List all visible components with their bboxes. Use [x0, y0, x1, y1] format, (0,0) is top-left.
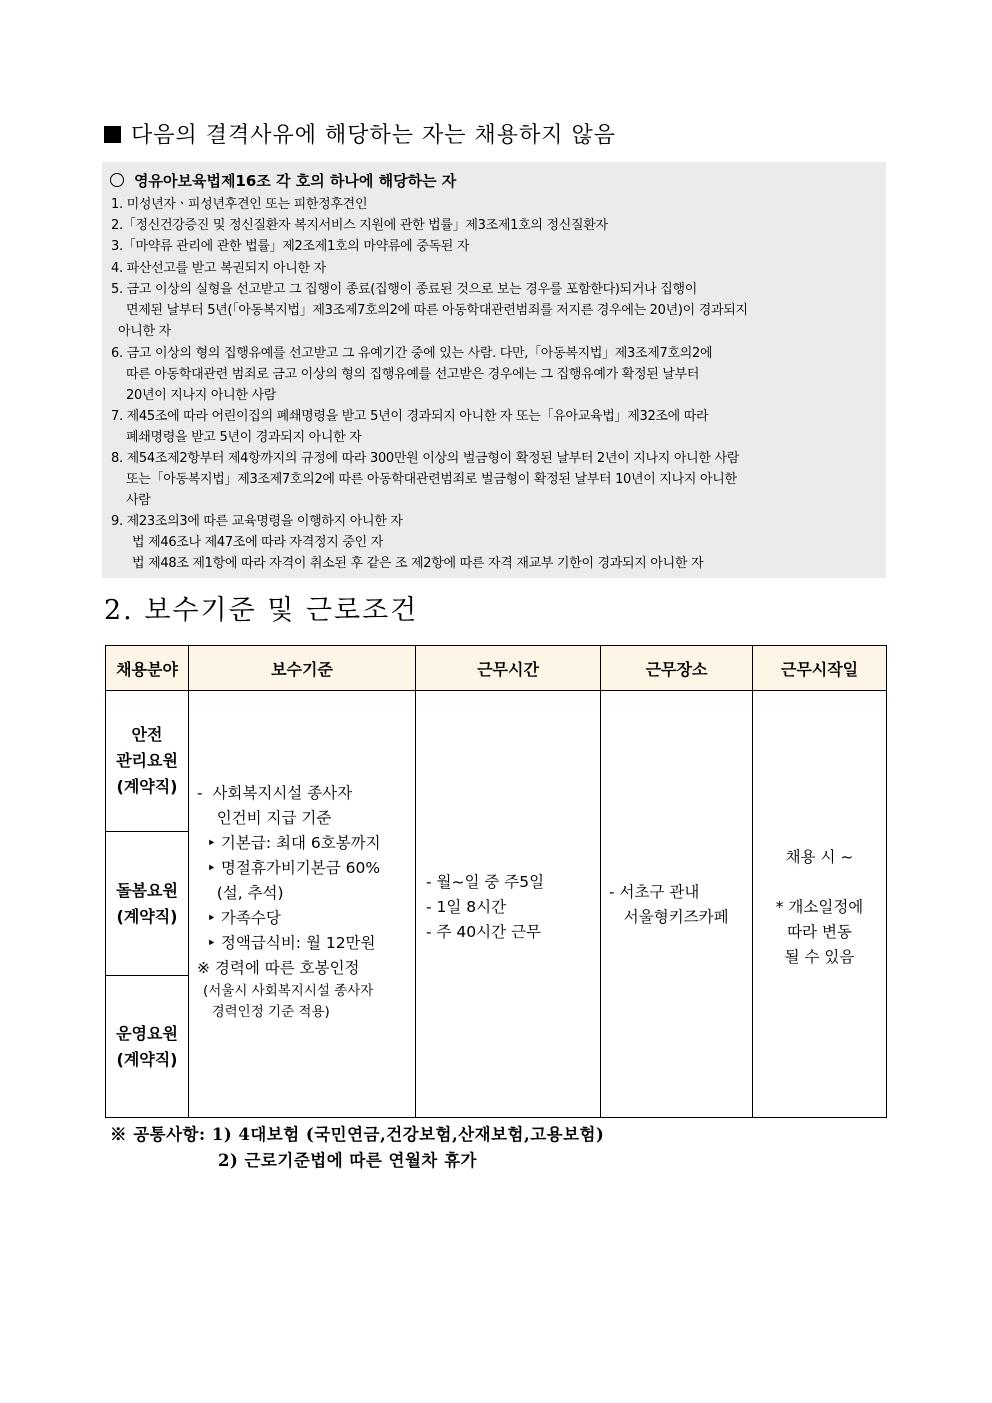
list-item: 따른 아동학대관련 범죄로 금고 이상의 형의 집행유예를 선고받은 경우에는 그 집행유예가 확정된 날부터 [126, 367, 700, 382]
header-hours: 근무시간 [416, 646, 601, 691]
list-item: 아니한 자 [118, 324, 171, 339]
list-item: 6. 금고 이상의 형의 집행유예를 선고받고 그 유예기간 중에 있는 사람. 다만,「아동복지법」제3조제7호의2에 [111, 346, 713, 361]
list-item: 7. 제45조에 따라 어린이집의 폐쇄명령을 받고 5년이 경과되지 아니한 자 또는「유아교육법」제32조에 따라 [111, 409, 709, 424]
start-cell: 채용 시 ~ * 개소일정에 따라 변동 될 수 있음 [753, 691, 887, 1118]
list-item: 면제된 날부터 5년(「아동복지법」제3조제7호의2에 따른 아동학대관련범죄를 저지른 경우에는 20년)이 경과되지 [126, 303, 748, 318]
disqualification-box [102, 162, 886, 578]
square-bullet-icon [104, 126, 121, 143]
list-item: 9. 제23조의3에 따른 교육명령을 이행하지 아니한 자 [111, 514, 403, 529]
list-item: 4. 파산선고를 받고 복권되지 아니한 자 [111, 261, 326, 276]
list-item: 8. 제54조제2항부터 제4항까지의 규정에 따라 300만원 이상의 벌금형이 확정된 날부터 2년이 지나지 아니한 사람 [111, 451, 739, 466]
list-item: 법 제46조나 제47조에 따라 자격정지 중인 자 [132, 535, 384, 550]
field-operation: 운영요원 (계약직) [106, 976, 189, 1118]
header-pay: 보수기준 [189, 646, 416, 691]
list-item: 법 제48조 제1항에 따라 자격이 취소된 후 같은 조 제2항에 따른 자격 재교부 기한이 경과되지 아니한 자 [132, 556, 704, 571]
field-care: 돌봄요원 (계약직) [106, 832, 189, 976]
header-start: 근무시작일 [753, 646, 887, 691]
list-item: 또는「아동복지법」제3조제7호의2에 따른 아동학대관련범죄로 벌금형이 확정된 날부터 10년이 지나지 아니한 [126, 472, 737, 487]
header-place: 근무장소 [601, 646, 753, 691]
table-row [106, 691, 887, 832]
field-safety: 안전 관리요원 (계약직) [106, 691, 189, 832]
list-item: 1. 미성년자ㆍ피성년후견인 또는 피한정후견인 [111, 197, 368, 212]
disqualification-heading: 다음의 결격사유에 해당하는 자는 채용하지 않음 [104, 118, 616, 149]
footnote-line-2: 2) 근로기준법에 따른 연월차 휴가 [218, 1151, 477, 1170]
footnote-line-1: ※ 공통사항: 1) 4대보험 (국민연금,건강보험,산재보험,고용보험) [110, 1125, 605, 1144]
hours-cell: - 월~일 중 주5일 - 1일 8시간 - 주 40시간 근무 [416, 691, 601, 1118]
list-item: 2.「정신건강증진 및 정신질환자 복지서비스 지원에 관한 법률」제3조제1호의 정신질환자 [111, 218, 608, 233]
box-title: 영유아보육법제16조 각 호의 하나에 해당하는 자 [110, 170, 456, 191]
pay-cell: - 사회복지시설 종사자 인건비 지급 기준 ‣ 기본급: 최대 6호봉까지 ‣ 명절휴가비기본금 60% (설, 추석) ‣ 가족수당 ‣ 정액급식비: 월 12만원 ※ 경력에 따른 호봉인정 (서울시 사회복지시설 종사자 경력인정 기준 적용) [189, 691, 416, 1118]
list-item: 3.「마약류 관리에 관한 법률」제2조제1호의 마약류에 중독된 자 [111, 239, 470, 254]
circle-bullet-icon [110, 173, 124, 187]
table-header-row [106, 646, 887, 691]
header-field: 채용분야 [106, 646, 189, 691]
place-cell: - 서초구 관내 서울형키즈카페 [601, 691, 753, 1118]
employment-terms-table [105, 645, 887, 1118]
list-item: 5. 금고 이상의 실형을 선고받고 그 집행이 종료(집행이 종료된 것으로 보는 경우를 포함한다)되거나 집행이 [111, 282, 698, 297]
list-item: 사람 [126, 493, 151, 508]
list-item: 20년이 지나지 아니한 사람 [126, 388, 277, 403]
list-item: 폐쇄명령을 받고 5년이 경과되지 아니한 자 [126, 430, 362, 445]
section-title: 2. 보수기준 및 근로조건 [104, 595, 419, 626]
